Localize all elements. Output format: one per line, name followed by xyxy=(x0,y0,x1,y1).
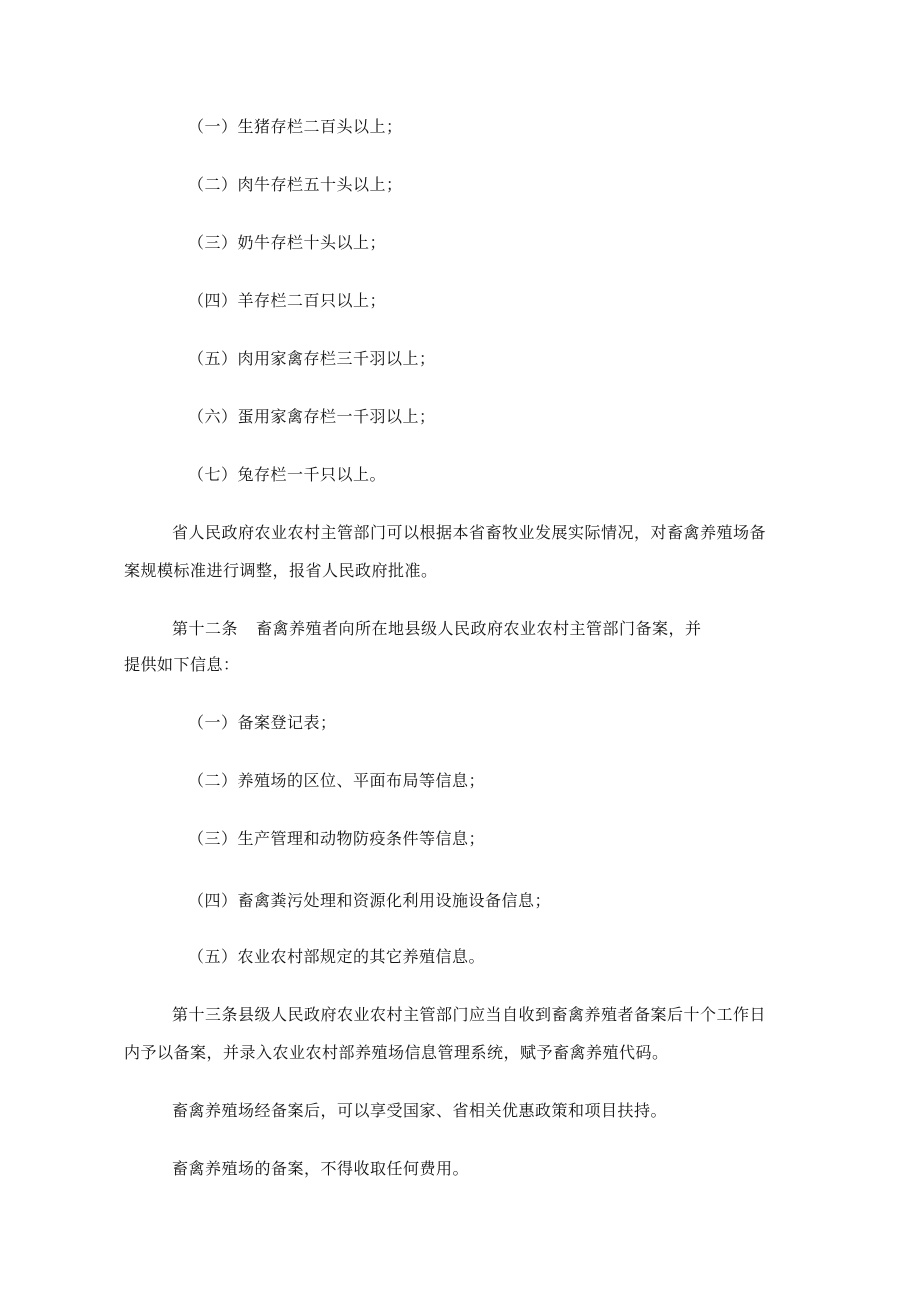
paragraph-adjust-line1: 省人民政府农业农村主管部门可以根据本省畜牧业发展实际情况，对畜禽养殖场备 xyxy=(172,523,767,542)
list-item: （三）奶牛存栏十头以上； xyxy=(188,233,387,252)
article-12-line2: 提供如下信息： xyxy=(124,655,240,674)
list-item: （六）蛋用家禽存栏一千羽以上； xyxy=(188,407,436,426)
list-item: （一）备案登记表； xyxy=(188,713,337,732)
list-item: （三）生产管理和动物防疫条件等信息； xyxy=(188,829,486,848)
paragraph-fee: 畜禽养殖场的备案，不得收取任何费用。 xyxy=(172,1159,470,1178)
list-item: （四）畜禽粪污处理和资源化利用设施设备信息； xyxy=(188,891,552,910)
list-item: （二）养殖场的区位、平面布局等信息； xyxy=(188,771,486,790)
article-12-line1: 畜禽养殖者向所在地县级人民政府农业农村主管部门备案，并 xyxy=(256,619,702,638)
article-13-line2: 内予以备案，并录入农业农村部养殖场信息管理系统，赋予畜禽养殖代码。 xyxy=(124,1043,669,1062)
paragraph-benefit: 畜禽养殖场经备案后，可以享受国家、省相关优惠政策和项目扶持。 xyxy=(172,1101,668,1120)
list-item: （二）肉牛存栏五十头以上； xyxy=(188,175,403,194)
article-13-line1: 第十三条县级人民政府农业农村主管部门应当自收到畜禽养殖者备案后十个工作日 xyxy=(172,1005,767,1024)
list-item: （五）肉用家禽存栏三千羽以上； xyxy=(188,349,436,368)
list-item: （一）生猪存栏二百头以上； xyxy=(188,117,403,136)
list-item: （五）农业农村部规定的其它养殖信息。 xyxy=(188,947,486,966)
paragraph-adjust-line2: 案规模标准进行调整，报省人民政府批准。 xyxy=(124,561,438,580)
list-item: （七）兔存栏一千只以上。 xyxy=(188,465,387,484)
list-item: （四）羊存栏二百只以上； xyxy=(188,291,387,310)
article-12-number: 第十二条 xyxy=(172,619,239,638)
